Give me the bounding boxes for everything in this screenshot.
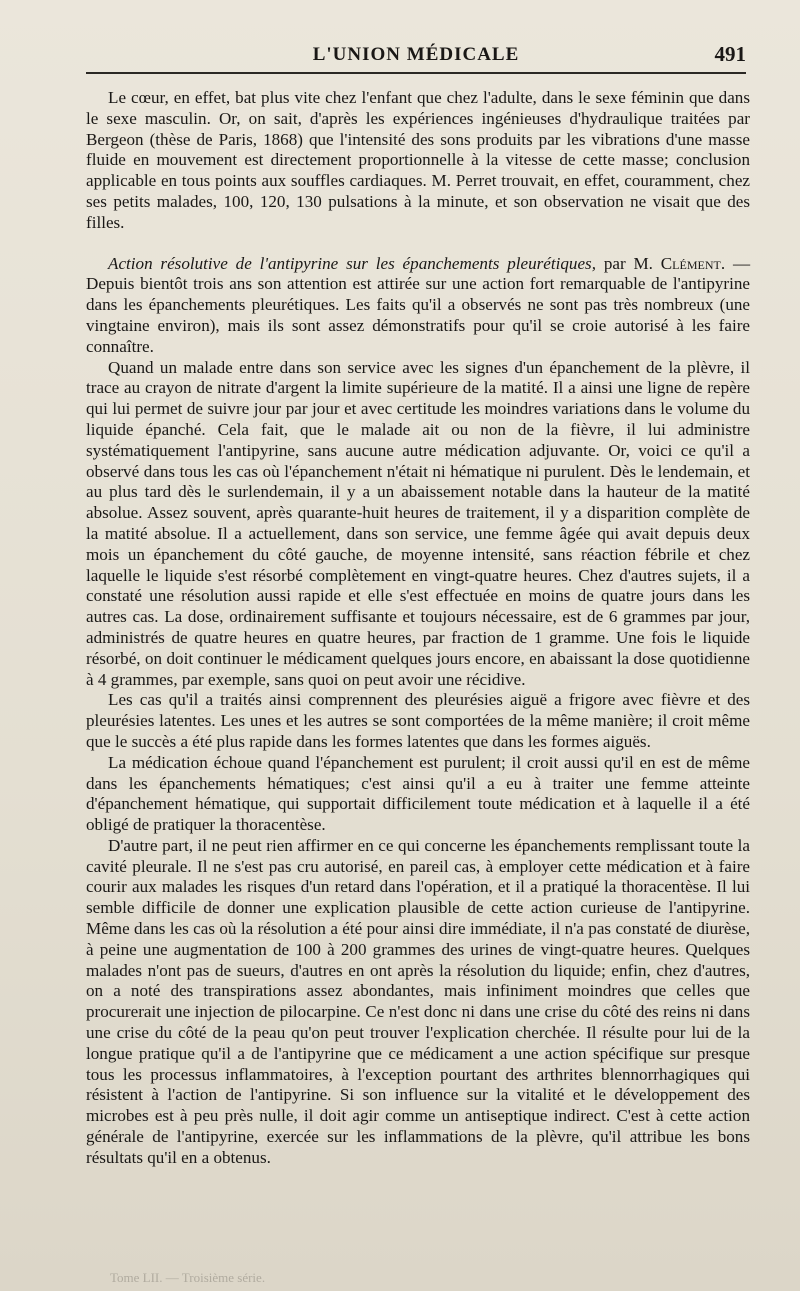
page-footer: Tome LII. — Troisième série. (110, 1270, 266, 1285)
paragraph-cases: Les cas qu'il a traités ainsi comprennent des pleurésies aiguë a frigore avec fièvre et des pleurésies latentes. Les unes et les autres se sont comportées de la même manière; il croit même que le succès a été plus rapide dans les formes latentes que dans les formes aiguës. (86, 690, 750, 751)
paragraph-antipyrine-intro (86, 254, 750, 358)
intro-text: — Depuis bientôt trois ans son attention est attirée sur une action fort remarquable de l'antipyrine dans les épanchements pleurétiques. Les faits qu'il a observés ne sont pas très nombreux (une vingtaine environ), mais ils sont assez démonstratifs pour qu'il se croie autorisé à les faire connaître. (86, 253, 751, 356)
page-number: 491 (714, 42, 746, 66)
running-title: L'UNION MÉDICALE (312, 44, 520, 65)
paragraph-failure: La médication échoue quand l'épanchement est purulent; il croit aussi qu'il en est de même dans les épanchements hématiques; c'est ainsi qu'il a eu à traiter une femme atteinte d'épanchement hématique, qui supportait difficilement toute médication et à laquelle il a été obligé de pratiquer la thoracentèse. (86, 752, 750, 835)
author-prefix: par M. (603, 253, 653, 273)
author-name: Clément. (660, 253, 726, 273)
article-body (86, 88, 750, 1169)
page-header (86, 36, 746, 72)
paragraph-heart-rate: Le cœur, en effet, bat plus vite chez l'enfant que chez l'adulte, dans le sexe féminin que dans le sexe masculin. Or, on sait, d'après les expériences ingénieuses d'hydraulique traitées par Bergeon (thèse de Paris, 1868) que l'intensité des sons produits par les vibrations d'une masse fluide en mouvement est directement proportionnelle à la vitesse de cette masse; conclusion applicable en tous points aux souffles cardiaques. M. Perret trouvait, en effet, couramment, chez ses petits malades, 100, 120, 130 pulsations à la minute, et son observation ne visait que des filles. (86, 88, 750, 232)
paragraph-conclusion: D'autre part, il ne peut rien affirmer en ce qui concerne les épanchements remplissant toute la cavité pleurale. Il ne s'est pas cru autorisé, en pareil cas, à employer cette médication et à faire courir aux malades les risques d'un retard dans l'opération, et il a pratiqué la thoracentèse. Il lui semble difficile de donner une explication plausible de cette action curieuse de l'antipyrine. Même dans les cas où la résolution a été pour ainsi dire immédiate, il n'a pas constaté de diurèse, à peine une augmentation de 100 à 200 grammes des urines de vingt-quatre heures. Quelques malades n'ont pas de sueurs, d'autres en ont après la résolution du liquide; enfin, chez d'autres, on a noté des transpirations assez abondantes, mais infiniment moindres que celles que procurerait une injection de pilocarpine. Ce n'est donc ni dans une crise du côté des reins ni dans une crise du côté de la peau qu'on peut trouver l'explication cherchée. Il résulte pour lui de la longue pratique qu'il a de l'antipyrine que ce médicament a une action spécifique sur presque tous les processus inflammatoires, à l'exception pourtant des arthrites blennorrhagiques qui résistent à l'action de l'antipyrine. Si son influence sur la vitalité et le développement des microbes est à peu près nulle, il doit agir comme un antiseptique indirect. C'est à cette action générale de l'antipyrine, exercée sur les inflammations de la plèvre, qu'il attribue les bons résultats qu'il en a obtenus. (86, 835, 750, 1167)
header-rule (86, 72, 746, 74)
section-title: Action résolutive de l'antipyrine sur les épanchements pleurétiques, (108, 253, 596, 273)
paragraph-method: Quand un malade entre dans son service avec les signes d'un épanchement de la plèvre, il trace au crayon de nitrate d'argent la limite supérieure de la matité. Il a ainsi une ligne de repère qui lui permet de suivre jour par jour et avec certitude les moindres variations dans le volume du liquide épanché. Cela fait, que le malade ait ou non de la fièvre, il lui administre systématiquement l'antipyrine, sans aucune autre médication adjuvante. Or, voici ce qu'il a observé dans tous les cas où l'épanchement n'était ni hématique ni purulent. Dès le lendemain, et au plus tard dès le surlendemain, il y a un abaissement notable dans la hauteur de la matité absolue. Assez souvent, après quarante-huit heures de traitement, il y a disparition complète de la matité absolue. Il a actuellement, dans son service, une femme âgée qui avait depuis deux mois un épanchement du côté gauche, de moyenne intensité, sans réaction fébrile et chez laquelle le liquide s'est résorbé complètement en vingt-quatre heures. Chez d'autres sujets, il a constaté une résolution aussi rapide et elle s'est effectuée en moins de quatre jours dans les autres cas. La dose, ordinairement suffisante et toujours nécessaire, est de 6 grammes par jour, administrés de quatre heures en quatre heures, par fraction de 1 gramme. Une fois le liquide résorbé, on doit continuer le médicament quelques jours encore, en abaissant la dose quotidienne à 4 grammes, par exemple, sans quoi on peut avoir une récidive. (86, 357, 750, 689)
